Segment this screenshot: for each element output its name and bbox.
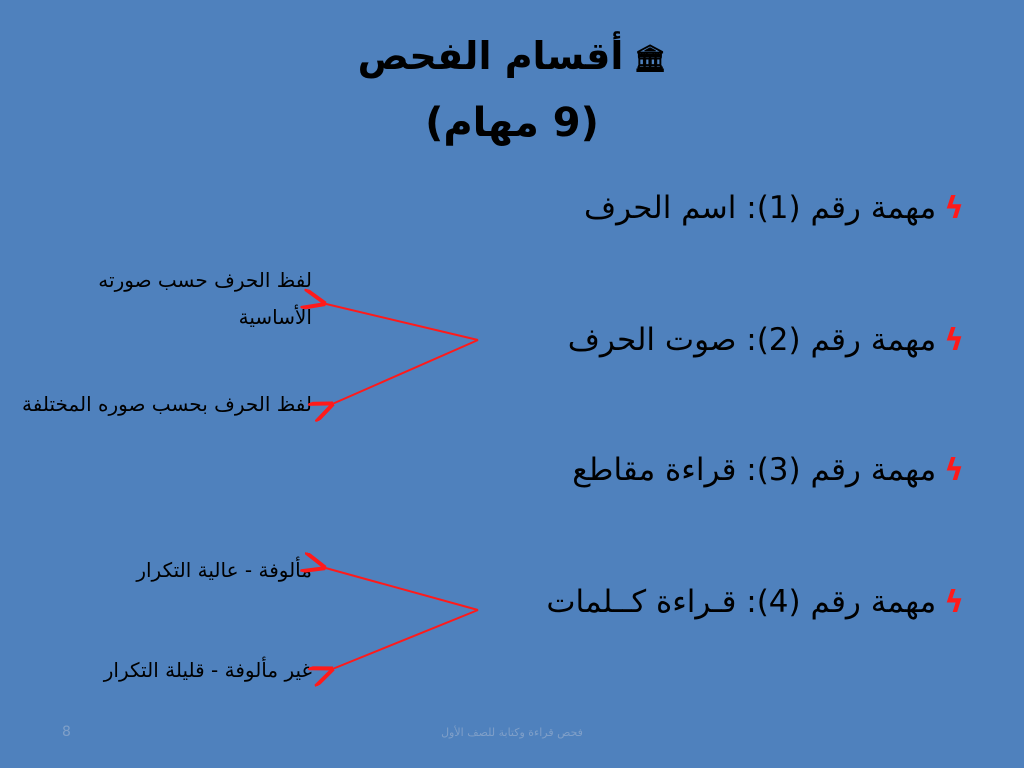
lightning-icon: ϟ	[944, 191, 964, 226]
task-label: مهمة رقم (2): صوت الحرف	[567, 322, 937, 358]
note-2: لفظ الحرف بحسب صوره المختلفة	[22, 392, 312, 416]
arrow-3	[322, 567, 478, 610]
lightning-icon: ϟ	[944, 453, 964, 488]
note-3: مألوفة - عالية التكرار	[136, 558, 312, 582]
note-4: غير مألوفة - قليلة التكرار	[103, 658, 312, 682]
bank-icon: 🏛	[633, 43, 667, 74]
note-1: لفظ الحرف حسب صورته الأساسية	[98, 268, 312, 329]
task-label: مهمة رقم (3): قراءة مقاطع	[572, 452, 937, 488]
arrow-4	[330, 610, 478, 670]
lightning-icon: ϟ	[944, 323, 964, 358]
lightning-icon: ϟ	[944, 585, 964, 620]
task-label: مهمة رقم (4): قـراءة كــلمات	[546, 584, 937, 620]
arrow-1	[322, 303, 478, 340]
footer-text: فحص قراءة وكتابة للصف الأول	[441, 726, 583, 739]
title-text: أقسام الفحص	[357, 34, 624, 78]
slide-subtitle: (9 مهام)	[425, 100, 599, 146]
task-label: مهمة رقم (1): اسم الحرف	[584, 190, 937, 226]
page-number: 8	[62, 724, 71, 740]
arrow-2	[330, 340, 478, 405]
